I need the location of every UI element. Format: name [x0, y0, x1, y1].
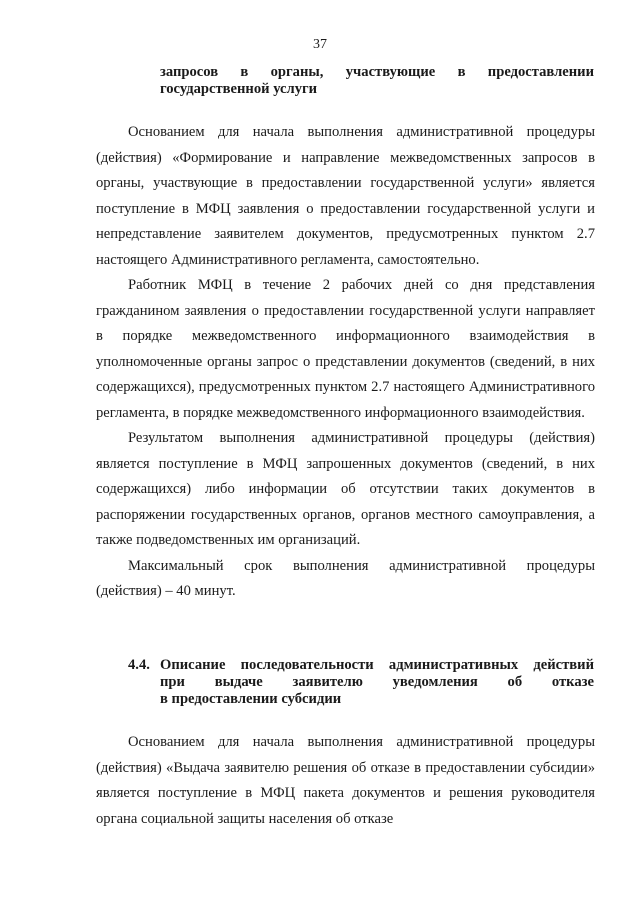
section-number: 4.4.	[128, 657, 150, 673]
paragraph-1: Основанием для начала выполнения административной процедуры (действия) «Формирование и направление межведомственных запросов в органы, участвующие в предоставлении государственной услуги» является поступление в МФЦ заявления о предоставлении государственной услуги и непредставление заявителем документов, предусмотренных пунктом 2.7 настоящего Административного регламента, самостоятельно.	[96, 124, 595, 268]
page-number: 37	[313, 37, 327, 52]
paragraph-5: Основанием для начала выполнения административной процедуры (действия) «Выдача заявителю решения об отказе в предоставлении субсидии» является поступление в МФЦ пакета документов и решения руководителя органа социальной защиты населения об отказе	[96, 734, 595, 827]
text-block-2	[96, 730, 595, 832]
text-block-1	[96, 120, 595, 605]
section-heading-line-3: в предоставлении субсидии	[160, 691, 342, 707]
continued-heading-line-2: государственной услуги	[160, 81, 318, 97]
section-heading-line-1: Описание последовательности административных действий	[160, 657, 594, 673]
continued-heading-line-1: запросов в органы, участвующие в предоставлении	[160, 64, 594, 80]
paragraph-4: Максимальный срок выполнения административной процедуры (действия) – 40 минут.	[96, 557, 595, 599]
paragraph-2: Работник МФЦ в течение 2 рабочих дней со дня представления гражданином заявления о предоставлении государственной услуги направляет в порядке межведомственного информационного взаимодействия в уполномоченные органы запрос о представлении документов (сведений, в них содержащихся), предусмотренных пунктом 2.7 настоящего Административного регламента, в порядке межведомственного информационного взаимодействия.	[96, 277, 595, 421]
paragraph-3: Результатом выполнения административной процедуры (действия) является поступление в МФЦ запрошенных документов (сведений, в них содержащихся) либо информации об отсутствии таких документов в распоряжении государственных органов, органов местного самоуправления, а также подведомственных им организаций.	[96, 430, 595, 548]
section-heading-line-2: при выдаче заявителю уведомления об отказе	[160, 674, 594, 690]
